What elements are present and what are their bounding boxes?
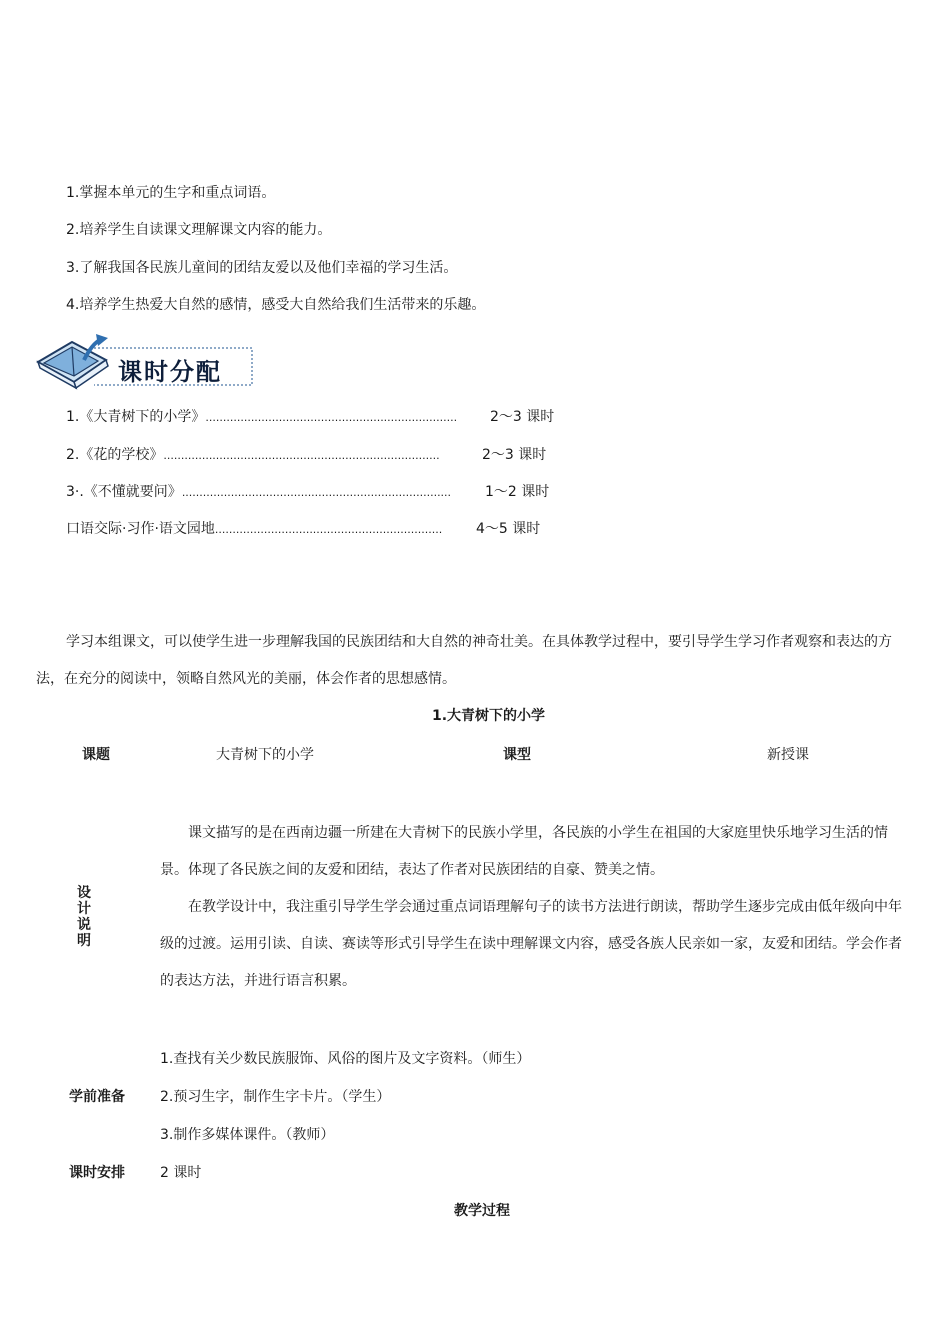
objective-1: 1.掌握本单元的生字和重点词语。 xyxy=(66,185,276,201)
design-line-3: 在教学设计中，我注重引导学生学会通过重点词语理解句子的读书方法进行朗读，帮助学生逐步完成由低年级向中年 xyxy=(188,899,902,915)
schedule-row-2 xyxy=(66,444,440,464)
schedule-dots: ................................................................. xyxy=(214,523,443,536)
design-line-5: 的表达方法，并进行语言积累。 xyxy=(160,973,356,989)
hours-label: 课时安排 xyxy=(69,1165,125,1181)
prep-item-3: 3.制作多媒体课件。（教师） xyxy=(160,1127,335,1143)
schedule-time-2: 2～3 课时 xyxy=(482,447,547,463)
objective-3: 3.了解我国各民族儿童间的团结友爱以及他们幸福的学习生活。 xyxy=(66,260,458,276)
topic-label: 课题 xyxy=(82,747,110,763)
schedule-time-3: 1～2 课时 xyxy=(485,484,550,500)
objective-4: 4.培养学生热爱大自然的感情，感受大自然给我们生活带来的乐趣。 xyxy=(66,297,486,313)
prep-item-2: 2.预习生字，制作生字卡片。（学生） xyxy=(160,1089,391,1105)
prep-label: 学前准备 xyxy=(69,1089,125,1105)
design-line-2: 景。体现了各民族之间的友爱和团结，表达了作者对民族团结的自豪、赞美之情。 xyxy=(160,862,664,878)
process-heading: 教学过程 xyxy=(454,1203,510,1219)
schedule-time-1: 2～3 课时 xyxy=(490,409,555,425)
topic-value: 大青树下的小学 xyxy=(216,747,314,763)
schedule-name: 3·.《不懂就要问》 xyxy=(66,484,182,500)
intro-line-2: 法，在充分的阅读中，领略自然风光的美丽，体会作者的思想感情。 xyxy=(36,671,456,687)
design-label: 设计说明 xyxy=(77,885,91,949)
schedule-name: 2.《花的学校》 xyxy=(66,447,164,463)
schedule-dots: ............................................................................. xyxy=(181,486,452,499)
design-line-4: 级的过渡。运用引读、自读、赛读等形式引导学生在读中理解课文内容，感受各族人民亲如一家，友爱和团结。学会作者 xyxy=(160,936,902,952)
type-value: 新授课 xyxy=(767,747,809,763)
schedule-name: 1.《大青树下的小学》 xyxy=(66,409,206,425)
objective-2: 2.培养学生自读课文理解课文内容的能力。 xyxy=(66,222,332,238)
badge-title: 课时分配 xyxy=(118,358,222,386)
hours-value: 2 课时 xyxy=(160,1165,202,1181)
schedule-row-1 xyxy=(66,406,457,426)
schedule-dots: ............................................................................... xyxy=(163,449,440,462)
schedule-time-4: 4～5 课时 xyxy=(476,521,541,537)
schedule-dots: ........................................................................ xyxy=(205,411,458,424)
schedule-row-3 xyxy=(66,481,451,501)
lesson-heading: 1.大青树下的小学 xyxy=(432,708,546,724)
schedule-row-4 xyxy=(66,518,442,538)
prep-item-1: 1.查找有关少数民族服饰、风俗的图片及文字资料。（师生） xyxy=(160,1051,531,1067)
design-line-1: 课文描写的是在西南边疆一所建在大青树下的民族小学里，各民族的小学生在祖国的大家庭里快乐地学习生活的情 xyxy=(188,825,888,841)
schedule-name: 口语交际·习作·语文园地 xyxy=(66,521,215,537)
type-label: 课型 xyxy=(503,747,531,763)
intro-line-1: 学习本组课文，可以使学生进一步理解我国的民族团结和大自然的神奇壮美。在具体教学过程中，要引导学生学习作者观察和表达的方 xyxy=(66,634,892,650)
